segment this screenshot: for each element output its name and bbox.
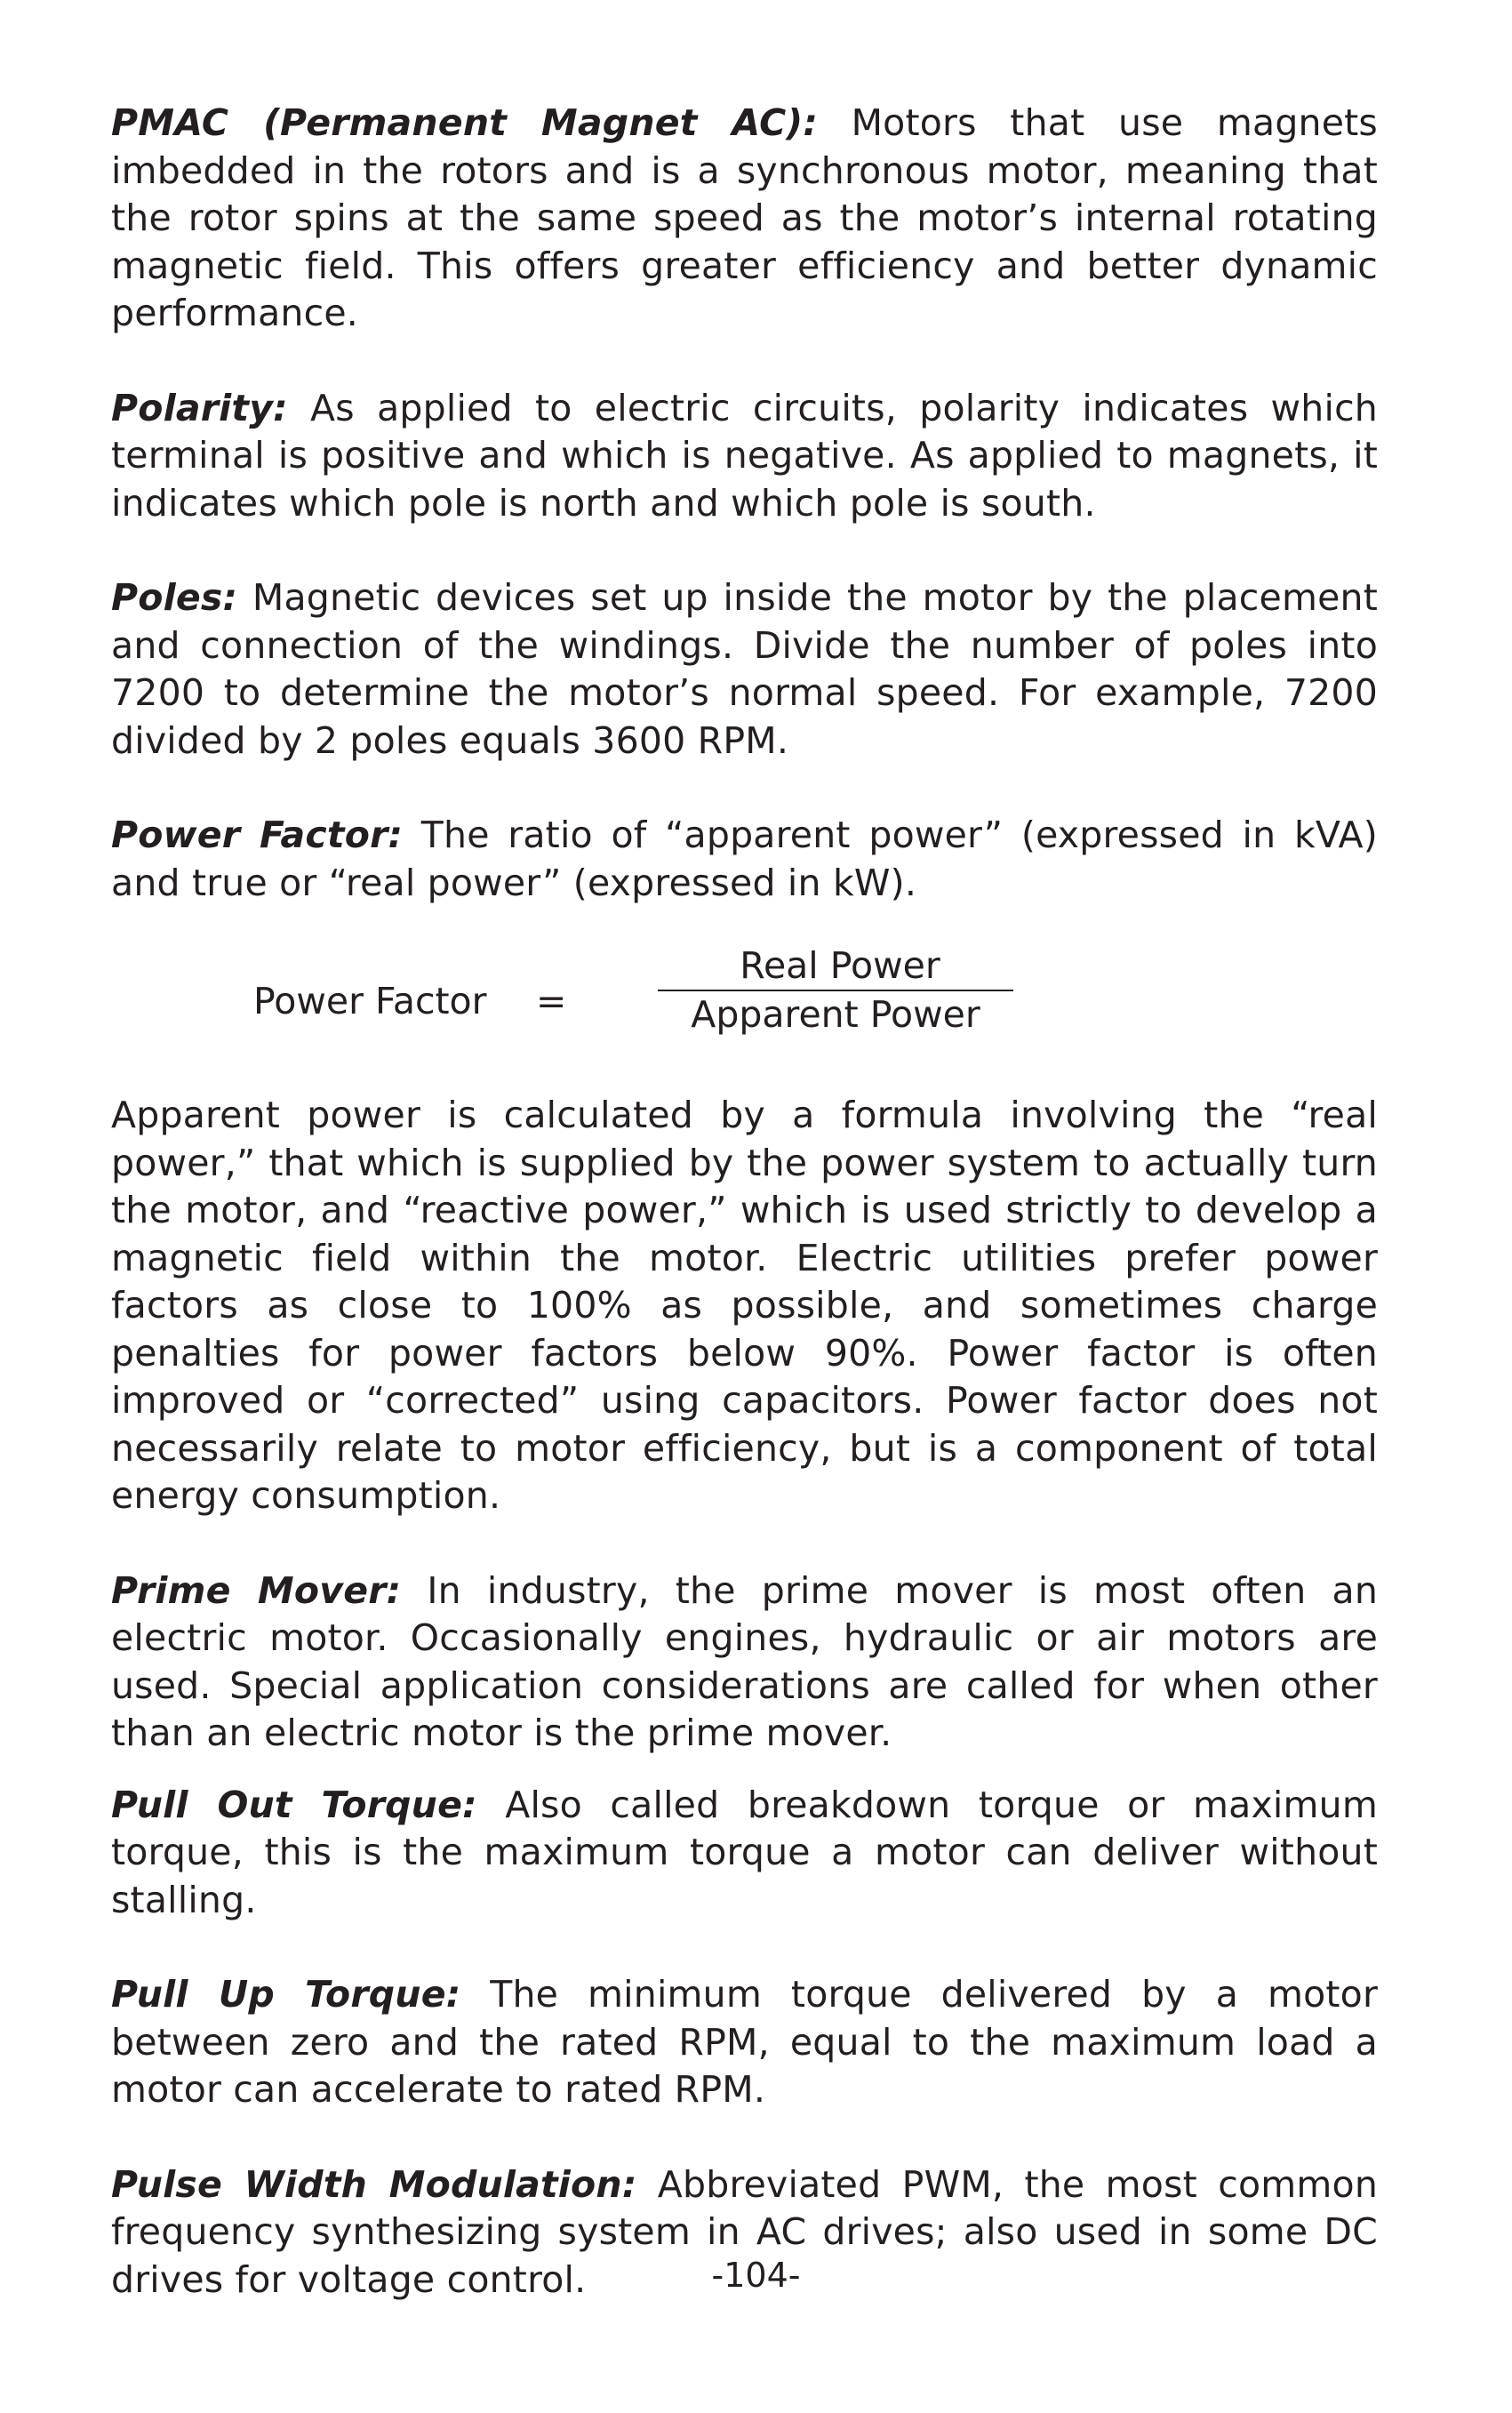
glossary-entry-prime-mover	[111, 1567, 1378, 1758]
glossary-entry-poles	[111, 574, 1378, 765]
glossary-term: Pulse Width Modulation:	[111, 2162, 637, 2206]
glossary-term: Prime Mover:	[111, 1568, 402, 1612]
glossary-definition: As applied to electric circuits, polarity indicates which terminal is positive and which is negative. As applied to magnets, it indicates which pole is north and which pole is south.	[111, 386, 1378, 525]
glossary-page	[111, 100, 1378, 2304]
glossary-definition: Abbreviated PWM, the most common frequency synthesizing system in AC drives; also used in some DC drives for voltage control.	[111, 2162, 1379, 2301]
glossary-term: Polarity:	[111, 386, 288, 429]
glossary-term: Pull Out Torque:	[111, 1783, 477, 1826]
formula-numerator: Real Power	[740, 944, 940, 987]
glossary-definition: In industry, the prime mover is most often an electric motor. Occasionally engines, hydraulic or air motors are used. Special application considerations are called for when other than an electric motor is the prime mover.	[111, 1568, 1378, 1754]
glossary-definition: The ratio of “apparent power” (expressed in kVA) and true or “real power” (expressed in kW).	[111, 814, 1378, 904]
glossary-definition: Magnetic devices set up inside the motor by the placement and connection of the windings. Divide the number of poles into 7200 to determine the motor’s normal speed. For example, 7200 divided by 2 poles equals 3600 RPM.	[111, 576, 1378, 762]
glossary-term: PMAC (Permanent Magnet AC):	[111, 101, 818, 144]
formula-denominator: Apparent Power	[691, 993, 980, 1036]
formula-fraction	[658, 942, 1013, 1038]
glossary-definition: The minimum torque delivered by a motor between zero and the rated RPM, equal to the maximum load a motor can accelerate to rated RPM.	[111, 1973, 1378, 2111]
power-factor-explanation: Apparent power is calculated by a formula involving the “real power,” that which is supplied by the power system to actually turn the motor, and “reactive power,” which is used strictly to develop a magnetic field within the motor. Electric utilities prefer power factors as close to 100% as possible, and sometimes charge penalties for power factors below 90%. Power factor is often improved or “corrected” using capacitors. Power factor does not necessarily relate to motor efficiency, but is a component of total energy consumption.	[111, 1094, 1378, 1517]
glossary-entry-pull-out-torque	[111, 1782, 1378, 1925]
formula-lhs: Power Factor	[253, 980, 487, 1022]
glossary-entry-power-factor	[111, 812, 1378, 907]
glossary-term: Poles:	[111, 576, 238, 619]
glossary-definition: Also called breakdown torque or maximum torque, this is the maximum torque a motor can deliver without stalling.	[111, 1783, 1378, 1921]
glossary-entry-pull-up-torque	[111, 1971, 1378, 2114]
glossary-entry-polarity	[111, 385, 1378, 528]
glossary-term: Pull Up Torque:	[111, 1973, 461, 2016]
glossary-entry-pmac	[111, 100, 1378, 338]
glossary-definition: Motors that use magnets imbedded in the rotors and is a synchronous motor, meaning that the rotor spins at the same speed as the motor’s internal rotating magnetic field. This offers greater efficiency and better dynamic performance.	[111, 101, 1378, 334]
glossary-term: Power Factor:	[111, 814, 404, 856]
formula-equals-sign: =	[536, 980, 567, 1022]
page-number: -104-	[711, 2256, 801, 2295]
power-factor-formula	[111, 942, 1378, 1056]
